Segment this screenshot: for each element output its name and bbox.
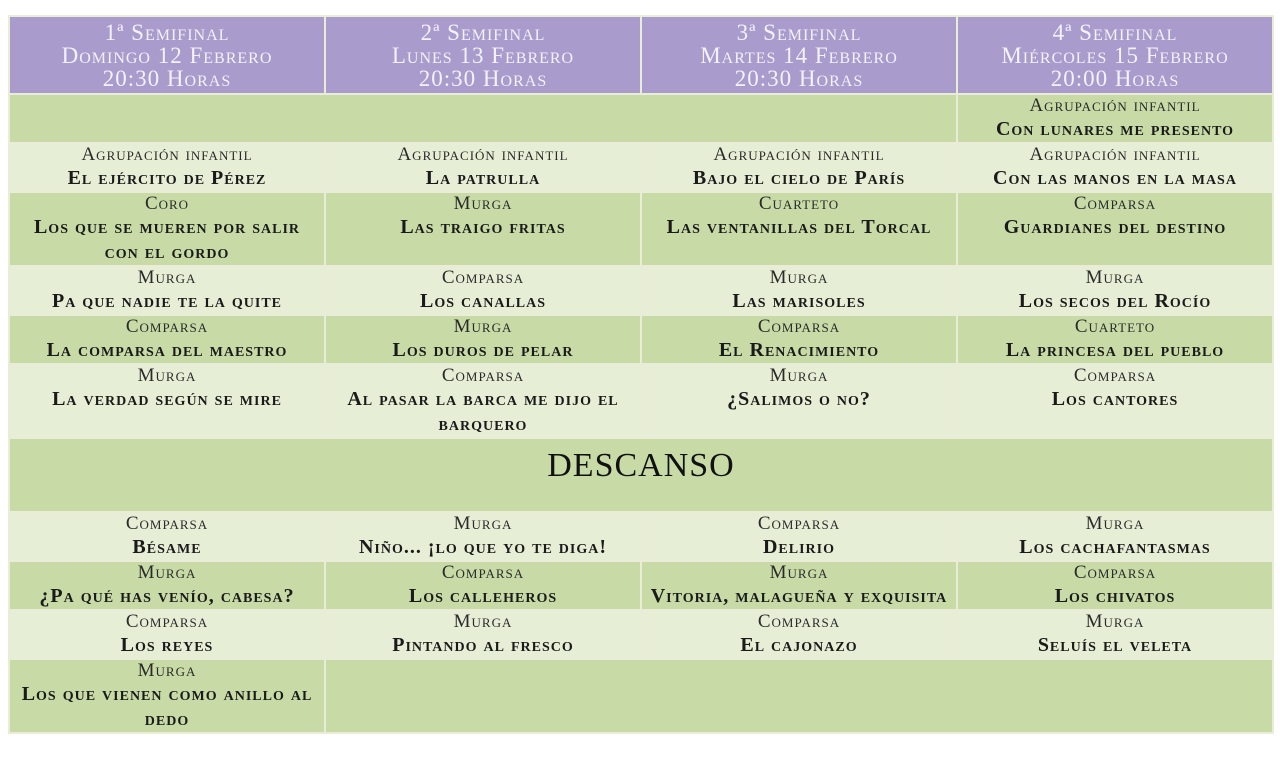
empty-cell xyxy=(325,659,1273,733)
group-name: Delirio xyxy=(762,536,835,558)
group-category: Cuarteto xyxy=(1074,316,1156,337)
group-name: La patrulla xyxy=(425,167,541,189)
group-category: Agrupación infantil xyxy=(1029,144,1201,165)
group-name: ¿Pa qué has venío, cabesa? xyxy=(39,585,295,607)
group-category: Murga xyxy=(769,267,829,288)
group-name: Bajo el cielo de París xyxy=(692,167,906,189)
group-category: Comparsa xyxy=(757,513,841,534)
schedule-cell xyxy=(9,561,325,610)
group-category: Comparsa xyxy=(1073,365,1157,386)
break-label: DESCANSO xyxy=(9,438,1273,512)
schedule-cell xyxy=(641,192,957,266)
schedule-cell xyxy=(325,315,641,364)
schedule-cell xyxy=(9,659,325,733)
schedule-cell xyxy=(9,192,325,266)
schedule-cell xyxy=(9,610,325,659)
schedule-cell xyxy=(957,315,1273,364)
group-category: Comparsa xyxy=(441,365,525,386)
schedule-cell xyxy=(957,266,1273,315)
group-name: El Renacimiento xyxy=(718,339,880,361)
group-name: La verdad según se mire xyxy=(52,388,282,410)
header-semifinal-1 xyxy=(9,16,325,94)
schedule-cell xyxy=(641,512,957,561)
group-category: Comparsa xyxy=(757,316,841,337)
header-title: 3ª Semifinal xyxy=(736,19,862,45)
group-name: Niño... ¡lo que yo te diga! xyxy=(358,536,607,558)
group-name: Los que vienen como anillo al dedo xyxy=(21,683,313,730)
group-category: Comparsa xyxy=(757,611,841,632)
group-category: Comparsa xyxy=(125,316,209,337)
group-category: Agrupación infantil xyxy=(713,144,885,165)
schedule-cell xyxy=(325,561,641,610)
group-category: Murga xyxy=(1085,267,1145,288)
schedule-cell xyxy=(9,364,325,438)
header-time: 20:30 Horas xyxy=(734,65,864,91)
group-category: Murga xyxy=(137,365,197,386)
header-semifinal-4 xyxy=(957,16,1273,94)
break-row xyxy=(9,438,1273,512)
header-time: 20:30 Horas xyxy=(418,65,548,91)
schedule-cell xyxy=(957,512,1273,561)
schedule-cell xyxy=(957,192,1273,266)
group-name: Bésame xyxy=(132,536,202,558)
schedule-cell xyxy=(325,266,641,315)
group-name: Los canallas xyxy=(419,290,547,312)
header-time: 20:30 Horas xyxy=(102,65,232,91)
header-title: 4ª Semifinal xyxy=(1052,19,1178,45)
schedule-cell xyxy=(957,561,1273,610)
group-name: Vitoria, malagueña y exquisita xyxy=(650,585,948,607)
group-category: Comparsa xyxy=(441,562,525,583)
schedule-row xyxy=(9,561,1273,610)
semifinal-schedule-table xyxy=(8,15,1274,734)
schedule-cell xyxy=(325,512,641,561)
header-semifinal-2 xyxy=(325,16,641,94)
group-name: Pintando al fresco xyxy=(392,634,574,656)
group-name: ¿Salimos o no? xyxy=(727,388,871,410)
group-category: Agrupación infantil xyxy=(81,144,253,165)
header-date: Lunes 13 Febrero xyxy=(391,42,575,68)
group-name: El ejército de Pérez xyxy=(67,167,267,189)
schedule-cell xyxy=(325,610,641,659)
schedule-cell xyxy=(641,364,957,438)
schedule-row xyxy=(9,512,1273,561)
group-category: Murga xyxy=(137,660,197,681)
schedule-row xyxy=(9,192,1273,266)
schedule-cell xyxy=(957,364,1273,438)
group-name: Con lunares me presento xyxy=(995,118,1235,140)
group-name: El cajonazo xyxy=(740,634,858,656)
header-date: Domingo 12 Febrero xyxy=(61,42,273,68)
schedule-cell xyxy=(325,192,641,266)
group-category: Murga xyxy=(453,193,513,214)
schedule-cell xyxy=(641,561,957,610)
group-name: Pa que nadie te la quite xyxy=(51,290,283,312)
schedule-cell xyxy=(957,143,1273,192)
group-name: Los secos del Rocío xyxy=(1018,290,1212,312)
group-category: Comparsa xyxy=(441,267,525,288)
group-category: Comparsa xyxy=(125,611,209,632)
group-category: Murga xyxy=(137,267,197,288)
group-category: Murga xyxy=(1085,513,1145,534)
group-name: Guardianes del destino xyxy=(1003,216,1227,238)
group-name: Los cantores xyxy=(1051,388,1179,410)
schedule-cell xyxy=(9,266,325,315)
header-title: 1ª Semifinal xyxy=(104,19,230,45)
schedule-cell xyxy=(957,610,1273,659)
group-name: La comparsa del maestro xyxy=(46,339,288,361)
group-name: Seluís el veleta xyxy=(1037,634,1193,656)
schedule-container xyxy=(8,15,1272,734)
schedule-row xyxy=(9,143,1273,192)
group-category: Murga xyxy=(453,513,513,534)
header-date: Miércoles 15 Febrero xyxy=(1001,42,1229,68)
schedule-cell xyxy=(325,143,641,192)
header-time: 20:00 Horas xyxy=(1050,65,1180,91)
group-category: Agrupación infantil xyxy=(397,144,569,165)
group-name: Los que se mueren por salir con el gordo xyxy=(33,216,301,263)
group-name: Las ventanillas del Torcal xyxy=(666,216,932,238)
group-name: Los reyes xyxy=(120,634,214,656)
schedule-cell xyxy=(9,143,325,192)
group-category: Murga xyxy=(137,562,197,583)
group-category: Agrupación infantil xyxy=(1029,95,1201,116)
schedule-cell xyxy=(641,266,957,315)
group-name: Los cachafantasmas xyxy=(1019,536,1211,558)
group-category: Coro xyxy=(144,193,190,214)
group-category: Murga xyxy=(769,562,829,583)
group-category: Comparsa xyxy=(1073,193,1157,214)
group-name: Al pasar la barca me dijo el barquero xyxy=(347,388,619,435)
schedule-cell xyxy=(325,364,641,438)
group-category: Murga xyxy=(453,316,513,337)
group-category: Comparsa xyxy=(125,513,209,534)
group-name: La princesa del pueblo xyxy=(1005,339,1225,361)
schedule-cell xyxy=(641,143,957,192)
schedule-row xyxy=(9,364,1273,438)
schedule-cell xyxy=(957,94,1273,143)
group-name: Las marisoles xyxy=(732,290,866,312)
header-row xyxy=(9,16,1273,94)
group-category: Murga xyxy=(769,365,829,386)
group-name: Las traigo fritas xyxy=(400,216,566,238)
group-category: Cuarteto xyxy=(758,193,840,214)
group-name: Los duros de pelar xyxy=(392,339,574,361)
schedule-cell xyxy=(9,315,325,364)
group-name: Con las manos en la masa xyxy=(993,167,1237,189)
header-semifinal-3 xyxy=(641,16,957,94)
group-category: Murga xyxy=(453,611,513,632)
schedule-cell xyxy=(9,512,325,561)
header-date: Martes 14 Febrero xyxy=(700,42,898,68)
opening-row xyxy=(9,94,1273,143)
group-category: Comparsa xyxy=(1073,562,1157,583)
closing-row xyxy=(9,659,1273,733)
schedule-row xyxy=(9,266,1273,315)
schedule-row xyxy=(9,315,1273,364)
schedule-row xyxy=(9,610,1273,659)
schedule-cell xyxy=(641,315,957,364)
group-name: Los calleheros xyxy=(408,585,558,607)
schedule-cell xyxy=(641,610,957,659)
header-title: 2ª Semifinal xyxy=(420,19,546,45)
group-category: Murga xyxy=(1085,611,1145,632)
group-name: Los chivatos xyxy=(1054,585,1176,607)
empty-cell xyxy=(9,94,957,143)
